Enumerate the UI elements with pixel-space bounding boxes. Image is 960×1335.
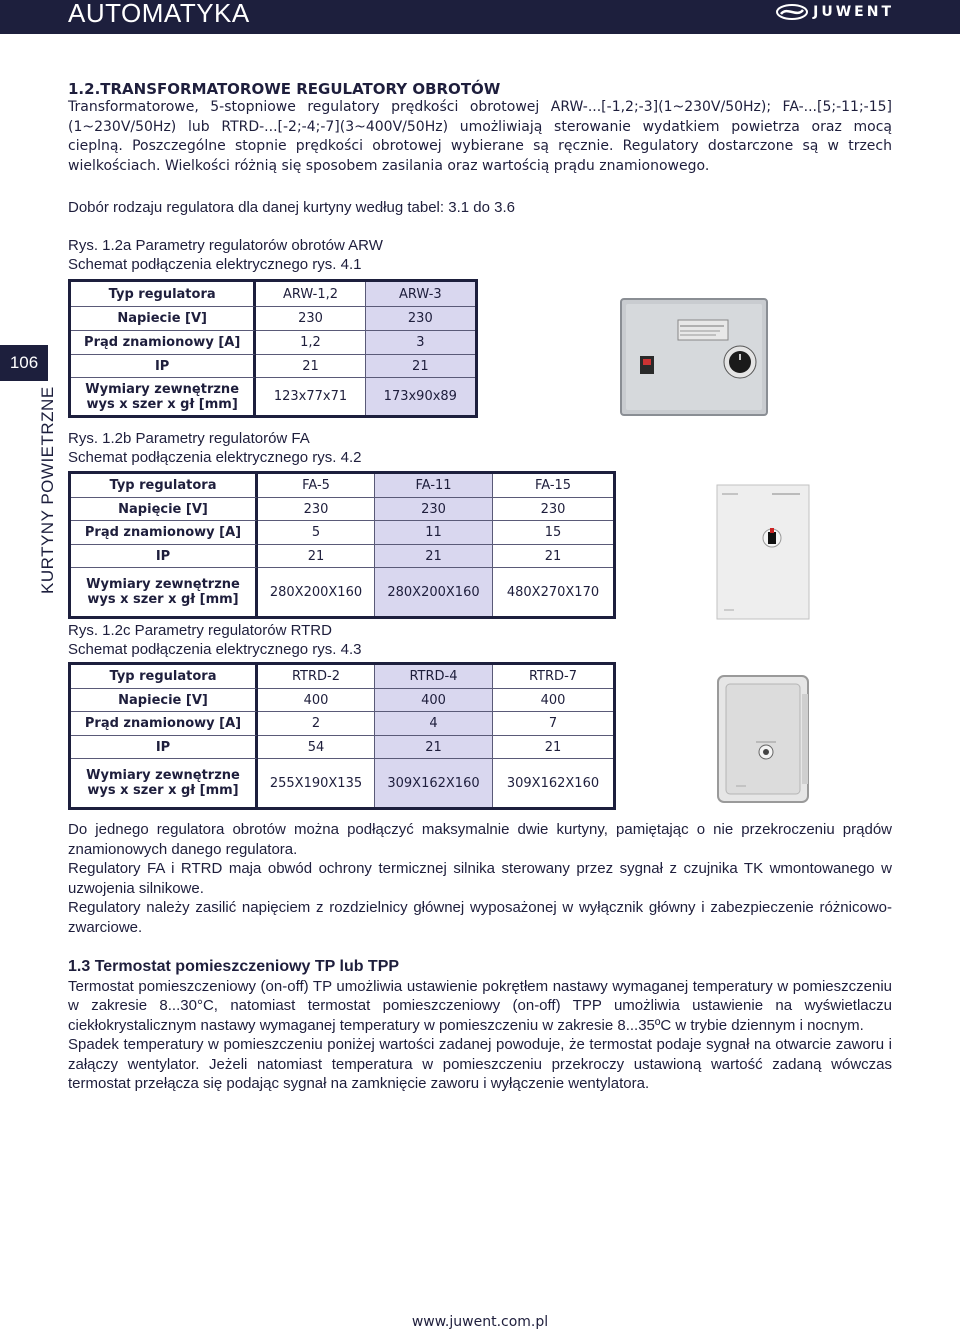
note-3: Regulatory należy zasilić napięciem z rozdzielnicy głównej wyposażonej w wyłącznik główny i zabezpieczenie różnicowo-zwarciowe. (68, 899, 892, 936)
row-label-text: IP (155, 739, 171, 755)
row-label-text: Napięcie [V] (118, 501, 208, 517)
section-12-heading: 1.2.TRANSFORMATOROWE REGULATORY OBROTÓW (68, 80, 501, 98)
table-row (71, 474, 613, 498)
section-13-paragraph-1: Termostat pomieszczeniowy (on-off) TP umożliwia ustawienie pokrętłem nastawy wymaganej temperatury w pomieszczeniu w zakresie 8...30°C, natomiast termostat pomieszczeniowy (on-off) TPP umożliwia ustawienie na wyświetlaczu ciekłokrystalicznym nastawy wymaganej temperatury w pomieszczeniu w zakresie 8...35ºC w trybie dziennym i nocnym. (68, 977, 892, 1034)
section-side-label-text: KURTYNY POWIETRZNE (38, 386, 57, 594)
row-label-text: IP (155, 548, 171, 564)
note-2: Regulatory FA i RTRD maja obwód ochrony termicznej silnika sterowany przez sygnał z czujnika TK wmontowanego w uzwojenia silnikowe. (68, 860, 892, 897)
row-label (71, 282, 256, 307)
row-label (71, 474, 258, 498)
row-label-text: Wymiary zewnętrzne (86, 577, 240, 592)
table-cell: 230 (375, 498, 493, 521)
table-cell: 7 (493, 712, 613, 736)
arw-regulator-image (620, 298, 768, 416)
row-label-text: IP (154, 358, 170, 374)
table-cell: 1,2 (256, 331, 365, 355)
row-label-subtext: wys x szer x gł [mm] (86, 396, 238, 412)
table-b-caption (68, 429, 362, 467)
table-row (71, 736, 613, 759)
table-row (71, 498, 613, 521)
table-cell: ARW-1,2 (256, 282, 365, 307)
row-label-text: Napiecie [V] (117, 311, 207, 326)
juwent-logo (775, 3, 894, 21)
row-label (71, 736, 258, 759)
table-cell: 15 (493, 521, 613, 545)
table-row (71, 568, 613, 616)
table-row (71, 378, 475, 415)
table-cell: 255X190X135 (258, 759, 375, 807)
section-12-paragraph: Transformatorowe, 5-stopniowe regulatory prędkości obrotowej ARW-...[-1,2;-3](1~230V/50Hz); FA-...[5;-11;-15](1~230V/50Hz) lub RTRD-...[-2;-4;-7](3~400V/50Hz) umożliwiają sterowanie wydatkiem powietrza oraz mocą cieplną. Poszczególne stopnie prędkości obrotowej wybierane są ręcznie. Regulatory dostarczone są w trzech wielkościach. Wielkości różnią się sposobem zasilania oraz wartością prądu znamionowego. (68, 99, 892, 174)
section-13-heading: 1.3 Termostat pomieszczeniowy TP lub TPP (68, 958, 400, 975)
table-row (71, 331, 475, 355)
logo-text: JUWENT (813, 4, 894, 20)
table-cell: 21 (493, 545, 613, 568)
row-label (71, 307, 256, 331)
table-cell: 11 (375, 521, 493, 545)
notes (68, 820, 892, 937)
table-cell: 5 (258, 521, 375, 545)
table-cell: 21 (375, 545, 493, 568)
row-label (71, 355, 256, 378)
row-label (71, 568, 258, 616)
table-c-caption-title: Rys. 1.2c Parametry regulatorów RTRD (68, 622, 332, 639)
row-label (71, 498, 258, 521)
table-cell: 123x77x71 (256, 378, 365, 415)
table-cell: 280X200X160 (375, 568, 493, 616)
table-cell: 309X162X160 (506, 775, 600, 791)
table-b-caption-title: Rys. 1.2b Parametry regulatorów FA (68, 430, 310, 447)
page-header (0, 0, 960, 34)
table-cell: ARW-3 (366, 282, 475, 307)
row-label-text: Wymiary zewnętrzne (85, 381, 240, 397)
selection-note: Dobór rodzaju regulatora dla danej kurtyny według tabel: 3.1 do 3.6 (68, 199, 515, 216)
table-row (71, 689, 613, 712)
table-cell: 173x90x89 (366, 378, 475, 415)
page-number: 106 (0, 345, 48, 381)
table-cell: 54 (258, 736, 375, 759)
table-a-caption-title: Rys. 1.2a Parametry regulatorów obrotów ARW (68, 237, 383, 254)
table-c-caption-schema: Schemat podłączenia elektrycznego rys. 4.3 (68, 641, 362, 658)
table-fa (68, 471, 616, 619)
row-label-text: Wymiary zewnętrzne (86, 768, 240, 783)
rtrd-regulator-image (716, 674, 810, 804)
table-row (71, 521, 613, 545)
row-label (71, 712, 258, 736)
table-cell: 309X162X160 (375, 759, 493, 807)
table-a-caption-schema: Schemat podłączenia elektrycznego rys. 4.1 (68, 256, 362, 273)
row-label (71, 378, 256, 415)
section-13 (68, 957, 892, 1094)
table-cell: 21 (256, 355, 365, 378)
row-label (71, 521, 258, 545)
table-cell: 230 (493, 498, 613, 521)
table-cell: 280X200X160 (258, 568, 375, 616)
row-label (71, 665, 258, 689)
table-rtrd (68, 662, 616, 810)
table-cell: 21 (375, 736, 493, 759)
table-arw (68, 279, 478, 418)
table-cell: 400 (493, 689, 613, 712)
table-row (71, 759, 613, 807)
fa-regulator-image (716, 484, 810, 620)
row-label-text: Prąd znamionowy [A] (84, 716, 242, 731)
table-cell: RTRD-7 (493, 665, 613, 689)
row-label-text: Typ regulatora (109, 669, 217, 684)
row-label (71, 689, 258, 712)
note-1: Do jednego regulatora obrotów można podłączyć maksymalnie dwie kurtyny, pamiętając o nie przekroczeniu prądów znamionowych danego regulatora. (68, 821, 892, 858)
table-cell: 21 (366, 355, 475, 378)
row-label-text: Prąd znamionowy [A] (84, 335, 241, 350)
row-label-text: Napiecie [V] (118, 692, 208, 708)
table-cell: 230 (258, 498, 375, 521)
table-c-caption (68, 621, 362, 659)
row-label-text: Typ regulatora (109, 478, 217, 493)
table-cell: 230 (256, 307, 365, 331)
table-cell: 400 (258, 689, 375, 712)
table-cell: 21 (493, 736, 613, 759)
row-label (71, 331, 256, 355)
table-row (71, 545, 613, 568)
section-13-paragraph-2: Spadek temperatury w pomieszczeniu poniżej wartości zadanej powoduje, że termostat podaje sygnał na otwarcie zaworu i załączy wentylator. Jeżeli natomiast temperatura w pomieszczeniu przekroczy ustawioną wartość zadaną wówczas termostat przełącza się podając sygnał na zamknięcie zaworu i wyłączenie wentylatora. (68, 1036, 892, 1092)
table-cell: 4 (375, 712, 493, 736)
table-cell: 2 (258, 712, 375, 736)
table-cell: 230 (366, 307, 475, 331)
table-cell: FA-15 (493, 474, 613, 498)
table-cell: FA-5 (258, 474, 375, 498)
table-cell: 480X270X170 (506, 584, 600, 600)
table-a-caption (68, 236, 383, 274)
juwent-logo-icon (775, 3, 809, 21)
table-row (71, 712, 613, 736)
row-label-text: Typ regulatora (108, 286, 216, 302)
row-label (71, 759, 258, 807)
section-12 (68, 80, 892, 176)
row-label-subtext: wys x szer x gł [mm] (87, 783, 239, 798)
footer-url: www.juwent.com.pl (411, 1314, 549, 1330)
table-row (71, 307, 475, 331)
table-cell: 400 (375, 689, 493, 712)
table-cell: 3 (366, 331, 475, 355)
row-label-text: Prąd znamionowy [A] (84, 525, 242, 540)
table-cell: FA-11 (375, 474, 493, 498)
table-b-caption-schema: Schemat podłączenia elektrycznego rys. 4.2 (68, 449, 362, 466)
header-title: AUTOMATYKA (68, 0, 250, 28)
table-row (71, 282, 475, 307)
table-row (71, 355, 475, 378)
table-row (71, 665, 613, 689)
row-label-subtext: wys x szer x gł [mm] (87, 592, 239, 607)
table-cell: RTRD-4 (375, 665, 493, 689)
table-cell: RTRD-2 (258, 665, 375, 689)
table-cell: 21 (258, 545, 375, 568)
row-label (71, 545, 258, 568)
